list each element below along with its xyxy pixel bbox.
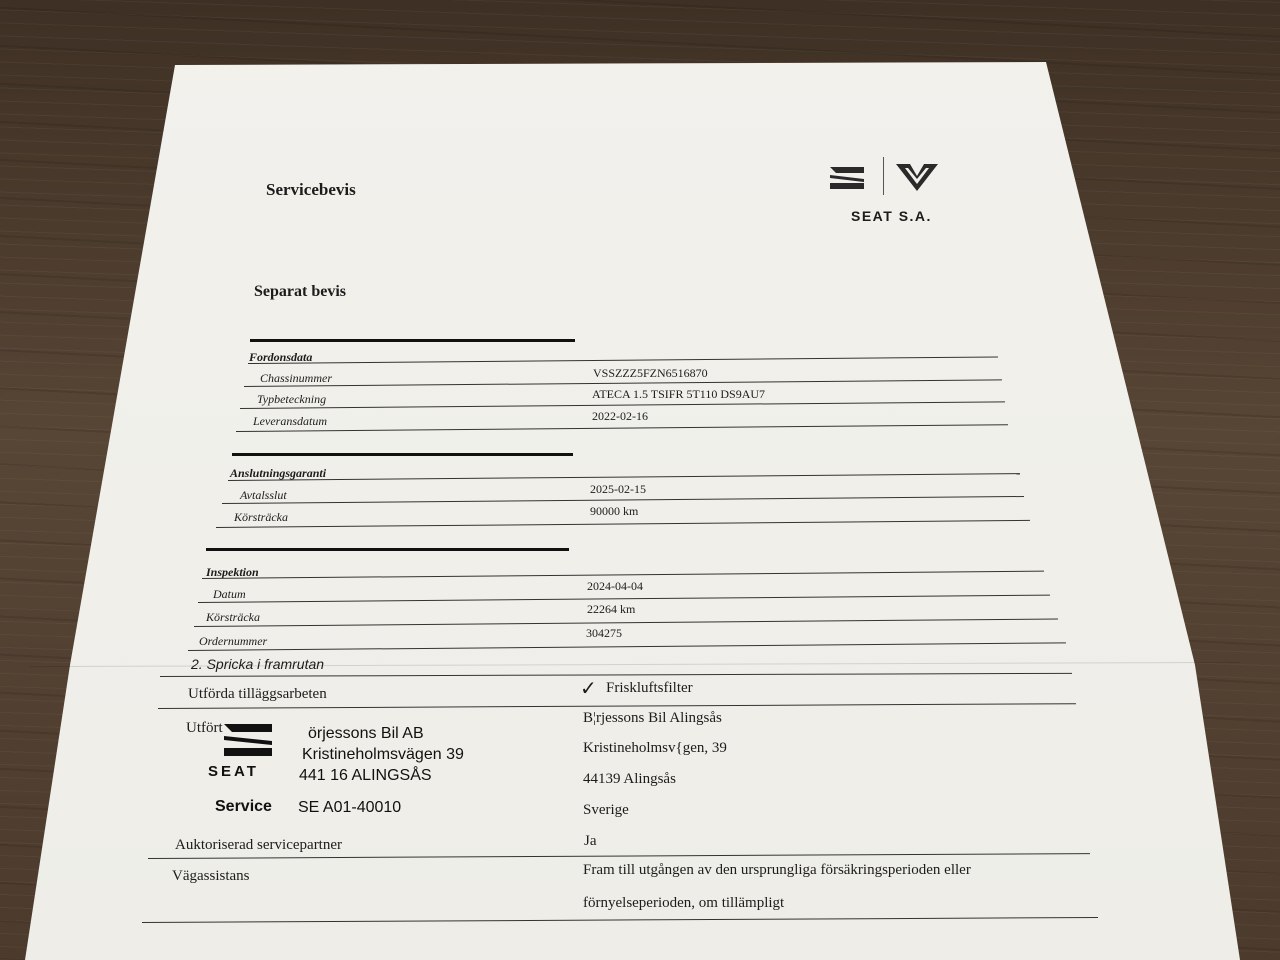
roadside-value-line1: Fram till utgången av den ursprungliga försäkringsperioden eller <box>583 862 971 878</box>
stamp-city: 441 16 ALINGSÅS <box>299 767 432 784</box>
stamp-logo-text: SEAT <box>208 763 259 780</box>
row-label: Körsträcka <box>234 510 288 524</box>
section-heading-vehicle: Fordonsdata <box>249 350 313 364</box>
row-label: Ordernummer <box>199 634 268 648</box>
row-label: Typbeteckning <box>257 392 327 406</box>
stamp-service: Service <box>215 798 272 815</box>
row-value: ATECA 1.5 TSIFR 5T110 DS9AU7 <box>592 387 766 401</box>
row-value: 22264 km <box>587 602 636 616</box>
row-value: VSSZZZ5FZN6516870 <box>593 366 708 380</box>
brand-name: SEAT S.A. <box>851 208 932 224</box>
row-label: Leveransdatum <box>253 414 327 428</box>
extra-work-value: Friskluftsfilter <box>606 680 693 696</box>
row-value: 90000 km <box>590 504 639 518</box>
partner-label: Auktoriserad servicepartner <box>175 837 343 853</box>
performed-label: Utfört <box>186 720 223 736</box>
performed-line: Sverige <box>583 802 629 818</box>
section-rule <box>232 453 573 456</box>
row-label: Datum <box>213 587 246 601</box>
checkmark-icon: ✓ <box>580 678 597 700</box>
document-subtitle: Separat bevis <box>254 283 346 300</box>
row-value: 2022-02-16 <box>592 409 648 423</box>
row-value: 2024-04-04 <box>587 579 643 593</box>
logo-divider <box>883 157 884 195</box>
section-rule <box>250 339 575 342</box>
inspection-note: 2. Spricka i framrutan <box>191 656 325 672</box>
stamp-dealer-name: örjessons Bil AB <box>308 725 424 742</box>
performed-line: 44139 Alingsås <box>583 771 676 787</box>
row-label: Körsträcka <box>206 610 260 624</box>
row-label: Chassinummer <box>260 371 333 385</box>
section-heading-warranty: Anslutningsgaranti <box>230 466 327 480</box>
row-value: 2025-02-15 <box>590 482 646 496</box>
roadside-label: Vägassistans <box>172 868 250 884</box>
section-rule <box>206 548 569 551</box>
performed-line: B¦rjessons Bil Alingsås <box>583 710 722 726</box>
document-title: Servicebevis <box>266 180 356 199</box>
row-value: 304275 <box>586 626 622 640</box>
stamp-street: Kristineholmsvägen 39 <box>302 746 464 763</box>
stamp-code: SE A01-40010 <box>298 799 402 816</box>
roadside-value-line2: förnyelseperioden, om tillämpligt <box>583 895 785 911</box>
partner-value: Ja <box>584 833 597 849</box>
extra-work-label: Utförda tilläggsarbeten <box>188 686 327 702</box>
section-heading-inspection: Inspektion <box>206 565 259 579</box>
performed-line: Kristineholmsv{gen, 39 <box>583 740 727 756</box>
row-label: Avtalsslut <box>240 488 287 502</box>
